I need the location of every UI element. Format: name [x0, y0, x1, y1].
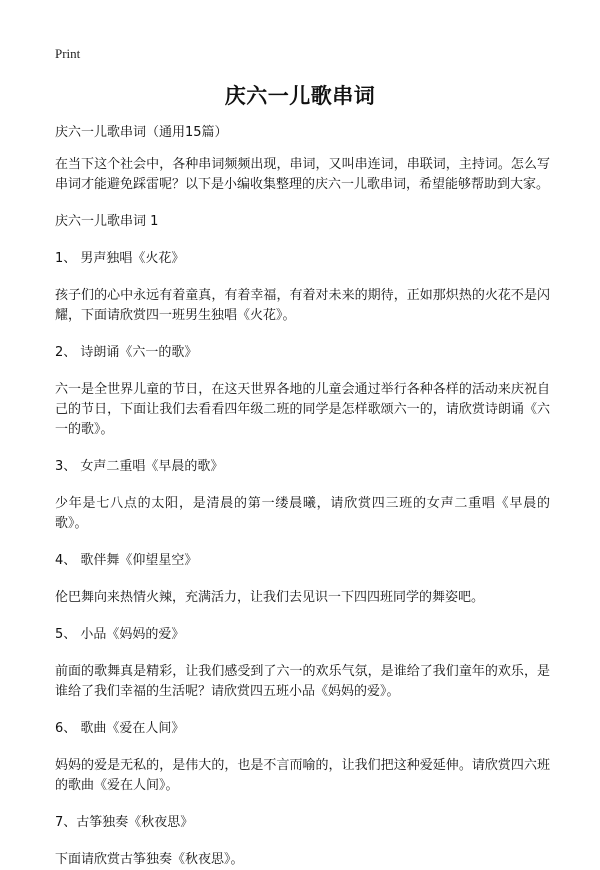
item-text: 前面的歌舞真是精彩，让我们感受到了六一的欢乐气氛，是谁给了我们童年的欢乐，是谁给了我们幸福的生活呢？请欣赏四五班小品《妈妈的爱》。 [55, 664, 550, 699]
item-text: 少年是七八点的太阳，是清晨的第一缕晨曦，请欣赏四三班的女声二重唱《早晨的歌》。 [55, 496, 550, 531]
item-heading: 5、 小品《妈妈的爱》 [55, 627, 185, 642]
item-heading: 2、 诗朗诵《六一的歌》 [55, 345, 198, 360]
item-text: 下面请欣赏古筝独奏《秋夜思》。 [55, 852, 244, 867]
page-title: 庆六一儿歌串词 [224, 84, 376, 108]
item-text: 妈妈的爱是无私的，是伟大的，也是不言而喻的，让我们把这种爱延伸。请欣赏四六班的歌曲《爱在人间》。 [55, 758, 550, 793]
item-heading: 7、古筝独奏《秋夜思》 [55, 815, 194, 830]
item-text: 孩子们的心中永远有着童真，有着幸福，有着对未来的期待，正如那炽热的火花不是闪耀，下面请欣赏四一班男生独唱《火花》。 [55, 288, 550, 323]
subtitle: 庆六一儿歌串词（通用15篇） [55, 125, 228, 140]
item-heading: 4、 歌伴舞《仰望星空》 [55, 553, 198, 568]
item-text: 六一是全世界儿童的节日，在这天世界各地的儿童会通过举行各种各样的活动来庆祝自己的节日，下面让我们去看看四年级二班的同学是怎样歌颂六一的，请欣赏诗朗诵《六一的歌》。 [55, 382, 550, 437]
print-link[interactable]: Print [55, 46, 81, 61]
item-heading: 6、 歌曲《爱在人间》 [55, 721, 185, 736]
section-title: 庆六一儿歌串词 1 [55, 214, 159, 229]
document-body [55, 123, 550, 870]
item-heading: 3、 女声二重唱《早晨的歌》 [55, 459, 224, 474]
intro-paragraph: 在当下这个社会中，各种串词频频出现，串词，又叫串连词，串联词，主持词。怎么写串词才能避免踩雷呢？以下是小编收集整理的庆六一儿歌串词，希望能够帮助到大家。 [55, 157, 550, 192]
item-text: 伦巴舞向来热情火辣，充满活力，让我们去见识一下四四班同学的舞姿吧。 [55, 590, 485, 605]
item-heading: 1、 男声独唱《火花》 [55, 251, 185, 266]
